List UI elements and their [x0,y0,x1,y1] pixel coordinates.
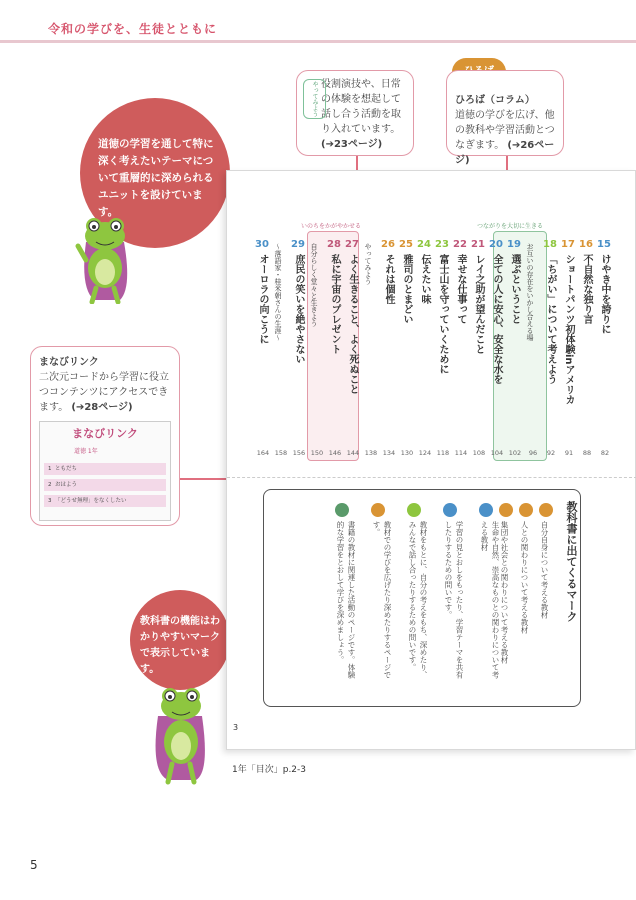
mark-icon [539,503,553,517]
toc-entry-number: 23 [435,239,449,250]
mark-description: 人との関わりについて考える教材 [520,521,529,634]
toc-entry-title: やってみよう [364,243,372,285]
info-circle-units-text: 道徳の学習を通して特に深く考えたいテーマについて重層的に深められるユニットを設けています。 [98,138,214,218]
toc-entry-page: 146 [328,449,342,457]
toc-entry-number: 26 [381,239,395,250]
mark-description: 集団や社会との関わりについて考える教材 [500,521,509,664]
toc-entry-title: 全ての人に安心、安全な水を [491,254,502,384]
toc-entry [471,239,487,459]
toc-entry-page: 158 [274,449,288,457]
mark-item [479,503,501,681]
mark-icon [499,503,513,517]
mark-icon [519,503,533,517]
toc-entry-number: 28 [327,239,341,250]
mark-description: 教材をもとに、自分の考えをもち、深めたり、みんなで話し合ったりするための問いです。 [408,521,428,679]
toc-entry-number: 27 [345,239,359,250]
row-title: ともだち [55,466,78,472]
toc-entry [291,239,307,459]
marks-title: 教科書に出てくるマーク [565,501,578,622]
toc-entry-title: けやき中を誇りに [599,254,610,334]
hiroba-title: ひろば（コラム） [455,95,535,106]
manabi-screenshot [39,421,171,521]
row-number: 1 [48,466,52,472]
toc-entry-page: 96 [528,449,538,457]
toc-entry [579,239,595,459]
toc-entry-page: 156 [292,449,306,457]
toc-entry [543,239,559,459]
mark-item [335,503,357,681]
toc-entry [597,239,613,459]
toc-entry-page: 108 [472,449,486,457]
toc-entry-title: 庶民の笑いを絶やさない [293,254,304,364]
info-circle-marks-text: 教科書の機能はわかりやすいマークで表示しています。 [140,616,220,675]
toc-entry-number: 19 [507,239,521,250]
toc-entry [435,239,451,459]
mark-item [407,503,429,681]
page-number: 5 [30,858,38,872]
toc-entry-title: ショートパンツ初体験inアメリカ [563,254,574,405]
toc-entry-title: 不自然な独り言 [581,254,592,324]
manabi-ref: (➔28ページ) [71,402,133,413]
toc-entry-number: 29 [291,239,305,250]
callout-manabi-link [30,346,180,526]
toc-entry [273,239,289,459]
toc-entry-number: 16 [579,239,593,250]
header-title: 令和の学びを、生徒とともに [48,22,218,36]
spread-divider [227,477,636,478]
header-rule [0,40,636,43]
frog-mascot-icon [72,208,138,304]
toc-entry-page: 114 [454,449,468,457]
toc-entry [309,239,325,459]
toc-entry [399,239,415,459]
toc-entry-title: 幸せな仕事って [455,254,466,324]
toc-entry [255,239,271,459]
toc-entry-page: 118 [436,449,450,457]
manabi-shot-row[interactable] [44,495,166,507]
yattemiyou-ref: (➔23ページ) [321,139,383,150]
toc-entry-page: 92 [546,449,556,457]
mark-icon [443,503,457,517]
toc-entry-page: 144 [346,449,360,457]
manabi-shot-sub: 道徳 1年 [74,448,98,455]
mark-icon [479,503,493,517]
row-number: 2 [48,482,52,488]
toc-entry-number: 20 [489,239,503,250]
yattemiyou-text: 役割演技や、日常の体験を想起して話し合う活動を取り入れています。 [321,79,401,135]
toc-entry [525,239,541,459]
toc-entry-title: 伝えたい味 [419,254,430,304]
toc-entry-title: それは個性 [383,254,394,304]
toc-entry-title: お互いの存在をいかし合える場 [526,243,534,341]
toc-entry-page: 124 [418,449,432,457]
toc-entry-page: 88 [582,449,592,457]
manabi-shot-row[interactable] [44,463,166,475]
toc-entry-number: 22 [453,239,467,250]
mark-icon [335,503,349,517]
frog-mascot-icon [148,676,214,786]
mark-description: 生命や自然、崇高なものとの関わりについて考える教材 [480,521,500,679]
mark-description: 学習の見とおしをもったり、学習テーマを共有したりするための問いです。 [444,521,464,679]
toc-entry-page: 102 [508,449,522,457]
toc-entry-page: 164 [256,449,270,457]
mark-icon [407,503,421,517]
unit-label-right: つながりを大切に生きる [477,223,544,230]
unit-label-left: いのちをかがやかせる [301,223,362,230]
mark-item [499,503,513,681]
toc-entry [345,239,361,459]
spread-page-number: 3 [233,723,239,732]
toc-entry-title: 選ぶということ [509,254,520,324]
manabi-text: 二次元コードから学習に役立つコンテンツにアクセスできます。 [39,372,169,413]
toc-entry-title: 「ちがい」について考えよう [545,254,556,384]
toc-entry-title: 私に宇宙のプレゼント [329,254,340,354]
toc-entry-title: オーロラの向こうに [257,254,268,344]
row-title: 「どうせ無理」をなくしたい [55,498,127,504]
hiroba-ref: (➔26ページ) [455,140,555,166]
toc-entry-number: 21 [471,239,485,250]
toc-entry-page: 150 [310,449,324,457]
hiroba-text: 道徳の学びを広げ、他の教科や学習活動とつなぎます。 [455,110,555,151]
toc-entry-title: 富士山を守っていくために [437,254,448,374]
toc-entry-page: 130 [400,449,414,457]
toc-entry-number: 15 [597,239,611,250]
mark-item [371,503,393,681]
manabi-shot-title: まなびリンク [72,427,138,440]
textbook-spread [226,170,636,750]
toc-entry-page: 82 [600,449,610,457]
toc-entry-page: 138 [364,449,378,457]
toc-entry-title: 〜落語家・桂米朝さんの生涯〜 [274,243,282,341]
toc-entry [363,239,379,459]
mark-description: 自分自身について考える教材 [540,521,549,619]
manabi-shot-row[interactable] [44,479,166,491]
mark-item [539,503,553,681]
toc-entry [453,239,469,459]
toc-entry [417,239,433,459]
toc-entry [381,239,397,459]
toc-entry [507,239,523,459]
manabi-title: まなびリンク [39,357,99,368]
mark-description: 教材での学びを広げたり深めたりするページです。 [372,521,392,679]
toc-entry-number: 24 [417,239,431,250]
toc-entry-title: よく生きること、よく死ぬこと [347,254,358,394]
toc-entry-number: 17 [561,239,575,250]
toc-entry-page: 91 [564,449,574,457]
mark-icon [371,503,385,517]
toc-entry-number: 25 [399,239,413,250]
mark-item [519,503,533,681]
toc-entry-title: 雅司のとまどい [401,254,412,324]
toc-entry-page: 134 [382,449,396,457]
mark-description: 書籍の教材に関連した活動のページです。体験的な学習をとおして学びを深めましょう。 [336,521,356,679]
toc-entry-title: レイ之助が望んだこと [473,254,484,354]
toc-entry [489,239,505,459]
toc-entry-number: 18 [543,239,557,250]
mark-item [443,503,465,681]
info-circle-marks [130,590,230,690]
toc-entry [327,239,343,459]
yattemiyou-tag: やってみよう [303,79,326,119]
toc-entry-title: 自分らしく堂々と生きよう [310,243,318,327]
row-number: 3 [48,498,52,504]
callout-hiroba [446,70,564,166]
figure-caption: 1年「目次」p.2-3 [232,765,306,775]
row-title: おはよう [55,482,78,488]
toc-entry [561,239,577,459]
callout-yattemiyou [296,70,414,156]
toc-entry-number: 30 [255,239,269,250]
toc-entry-page: 104 [490,449,504,457]
